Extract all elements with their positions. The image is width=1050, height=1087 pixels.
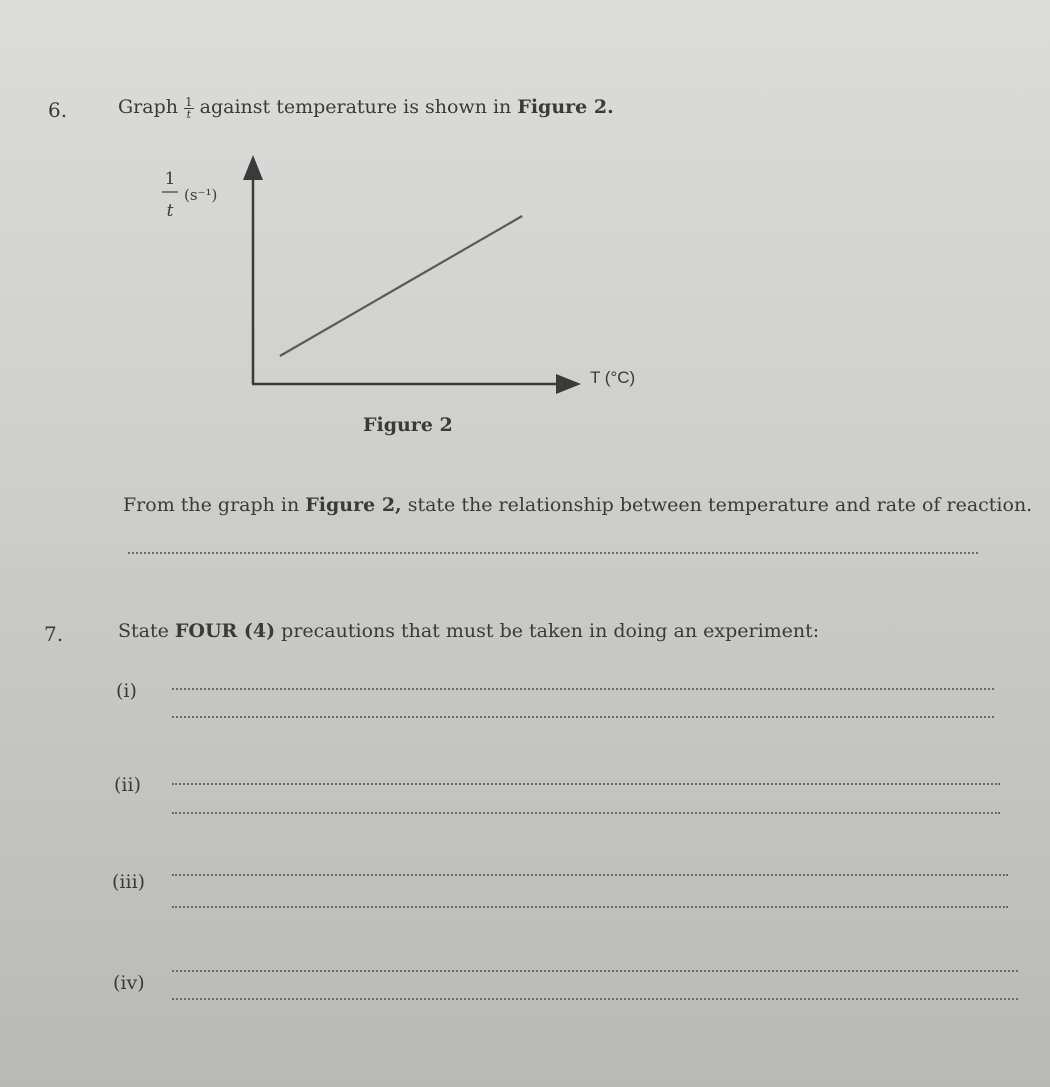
data-line <box>280 216 522 356</box>
item-label-ii: (ii) <box>114 774 141 796</box>
answer-line-iii-1[interactable] <box>172 874 1008 876</box>
x-axis-label: T (°C) <box>590 368 636 387</box>
item-label-iii: (iii) <box>112 871 146 893</box>
question-7-bold: FOUR (4) <box>174 620 276 642</box>
question-6-number: 6. <box>48 98 68 122</box>
answer-line-iii-2[interactable] <box>172 906 1008 908</box>
question-6-figure-ref: Figure 2. <box>517 96 614 118</box>
answer-line-iv-2[interactable] <box>172 998 1018 1000</box>
question-6-prompt-bold: Figure 2, <box>305 494 402 516</box>
answer-line-ii-1[interactable] <box>172 783 1000 785</box>
inline-fraction-numerator: 1 <box>185 95 193 109</box>
answer-line-ii-2[interactable] <box>172 812 1000 814</box>
question-7-text <box>118 620 819 642</box>
question-6-suffix: against temperature is shown in <box>199 96 512 118</box>
question-7-after: precautions that must be taken in doing an experiment: <box>281 620 820 642</box>
question-7-number: 7. <box>44 622 64 646</box>
item-label-iv: (iv) <box>113 972 145 994</box>
item-label-i: (i) <box>116 680 137 702</box>
inline-fraction-denominator: t <box>186 108 192 121</box>
answer-line-i-1[interactable] <box>172 688 994 690</box>
inline-fraction <box>184 96 194 120</box>
answer-line-i-2[interactable] <box>172 716 994 718</box>
y-axis-label-denominator: t <box>166 201 174 221</box>
question-6-text <box>118 96 614 120</box>
answer-line-q6[interactable] <box>128 552 978 554</box>
y-axis-label-numerator: 1 <box>164 169 176 189</box>
question-6-prefix: Graph <box>118 96 178 118</box>
question-6-prompt <box>123 494 1032 516</box>
y-axis-label-unit: (s⁻¹) <box>184 186 218 204</box>
question-6-prompt-after: state the relationship between temperature and rate of reaction. <box>407 494 1033 516</box>
answer-line-iv-1[interactable] <box>172 970 1018 972</box>
question-7-before: State <box>118 620 169 642</box>
figure-2-caption: Figure 2 <box>363 414 453 436</box>
question-6-prompt-before: From the graph in <box>123 494 300 516</box>
figure-2-chart <box>140 150 670 410</box>
